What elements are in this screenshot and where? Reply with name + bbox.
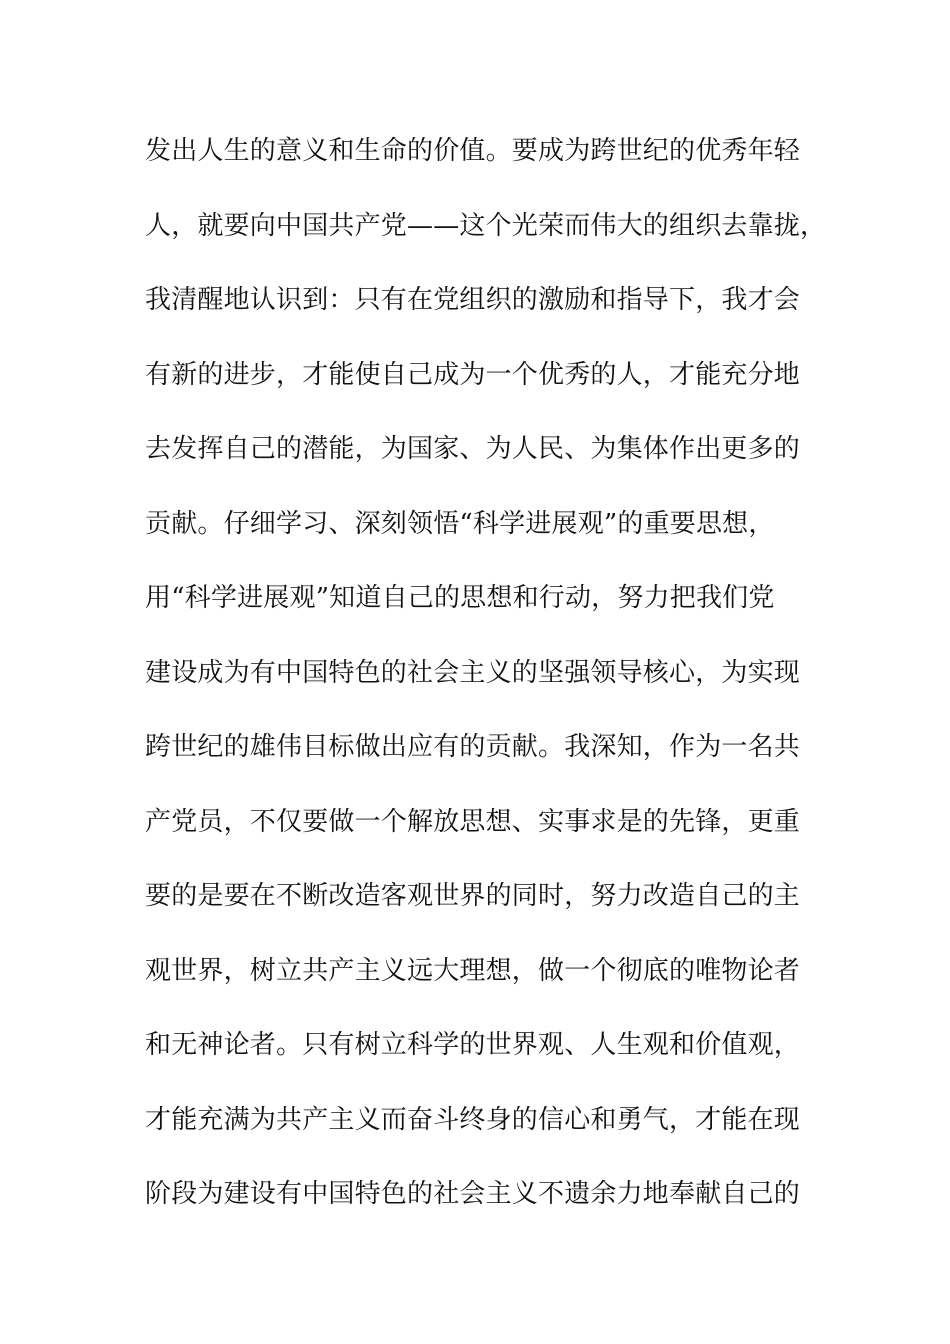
text-line: 才能充满为共产主义而奋斗终身的信心和勇气，才能在现 (145, 1104, 801, 1135)
text-line: 要的是要在不断改造客观世界的同时，努力改造自己的主 (145, 881, 801, 911)
text-line: 发出人生的意义和生命的价值。要成为跨世纪的优秀年轻 (145, 136, 801, 166)
text-line: 用“科学进展观”知道自己的思想和行动，努力把我们党 (145, 583, 775, 613)
text-line: 人，就要向中国共产党——这个光荣而伟大的组织去靠拢， (145, 210, 827, 241)
text-line: 有新的进步，才能使自己成为一个优秀的人，才能充分地 (145, 359, 801, 390)
text-line: 观世界，树立共产主义远大理想，做一个彻底的唯物论者 (145, 955, 801, 986)
text-line: 产党员，不仅要做一个解放思想、实事求是的先锋，更重 (145, 806, 801, 837)
text-line: 我清醒地认识到：只有在党组织的激励和指导下，我才会 (145, 285, 801, 315)
body-text (145, 129, 827, 1247)
text-line: 去发挥自己的潜能，为国家、为人民、为集体作出更多的 (145, 434, 801, 464)
text-line: 和无神论者。只有树立科学的世界观、人生观和价值观， (145, 1030, 801, 1060)
text-line: 建设成为有中国特色的社会主义的坚强领导核心，为实现 (145, 657, 801, 688)
text-line: 贡献。仔细学习、深刻领悟“科学进展观”的重要思想， (145, 508, 775, 539)
text-line: 跨世纪的雄伟目标做出应有的贡献。我深知，作为一名共 (145, 732, 801, 762)
text-line: 阶段为建设有中国特色的社会主义不遗余力地奉献自己的 (145, 1179, 801, 1209)
